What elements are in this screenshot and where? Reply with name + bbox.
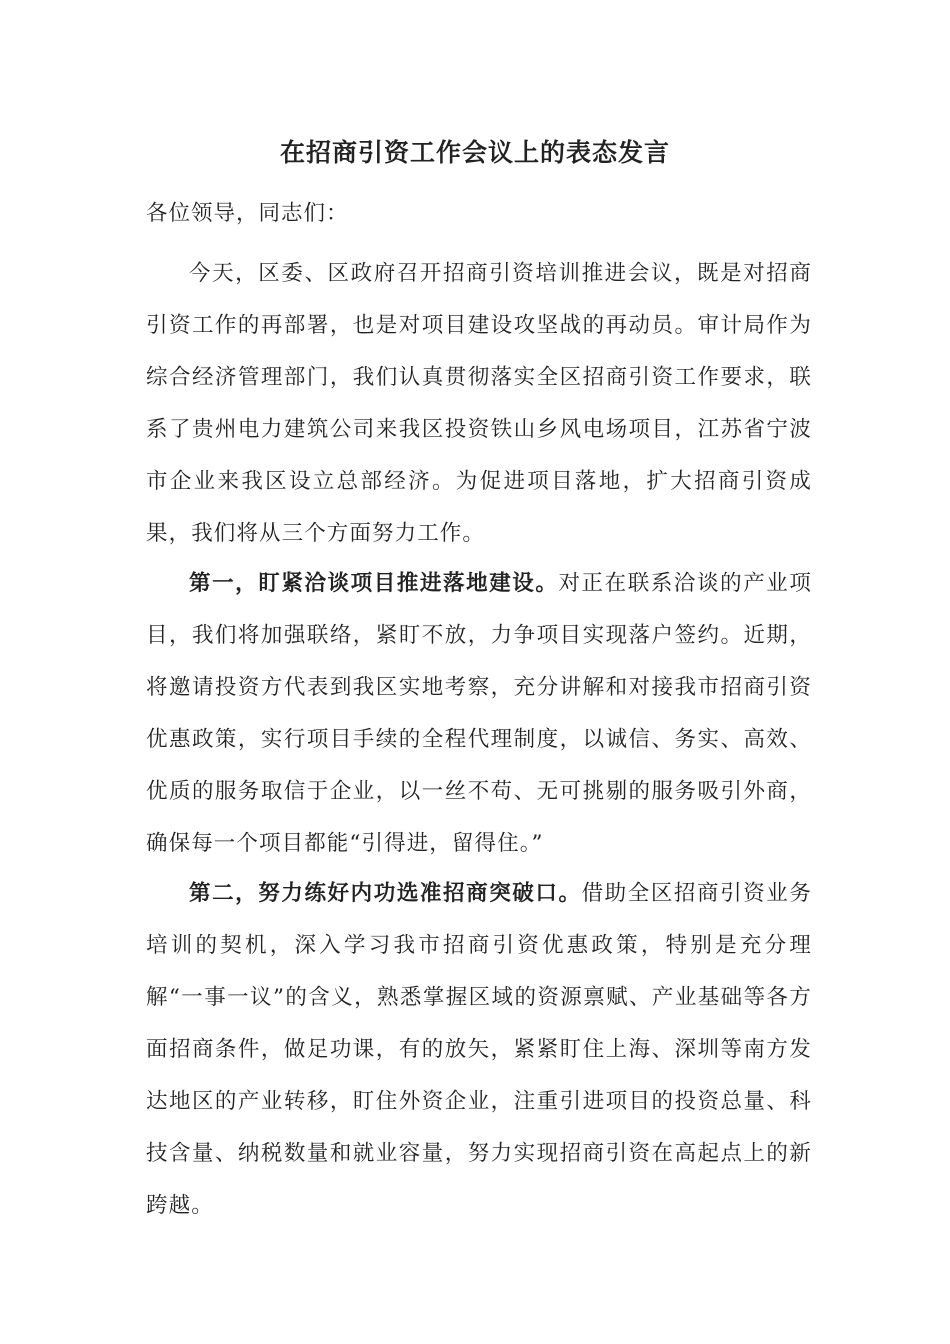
- salutation: 各位领导，同志们：: [146, 201, 349, 226]
- paragraph-lead: 第二，努力练好内功选准招商突破口。: [189, 881, 582, 906]
- paragraph-second-point: [146, 868, 812, 1232]
- paragraph-first-point: [146, 558, 812, 870]
- paragraph-intro: [146, 248, 812, 560]
- paragraph-text: 今天，区委、区政府召开招商引资培训推进会议，既是对招商引资工作的再部署，也是对项目建设攻坚战的再动员。审计局作为综合经济管理部门，我们认真贯彻落实全区招商引资工作要求，联系了贵州电力建筑公司来我区投资铁山乡风电场项目，江苏省宁波市企业来我区设立总部经济。为促进项目落地，扩大招商引资成果，我们将从三个方面努力工作。: [146, 261, 812, 546]
- document-title: 在招商引资工作会议上的表态发言: [279, 138, 670, 167]
- paragraph-text: 对正在联系洽谈的产业项目，我们将加强联络，紧盯不放，力争项目实现落户签约。近期，将邀请投资方代表到我区实地考察，充分讲解和对接我市招商引资优惠政策，实行项目手续的全程代理制度，以诚信、务实、高效、优质的服务取信于企业，以一丝不苟、无可挑剔的服务吸引外商，确保每一个项目都能“引得进，留得住。”: [146, 571, 812, 856]
- paragraph-text: 借助全区招商引资业务培训的契机，深入学习我市招商引资优惠政策，特别是充分理解“一事一议”的含义，熟悉掌握区域的资源禀赋、产业基础等各方面招商条件，做足功课，有的放矢，紧紧盯住上海、深圳等南方发达地区的产业转移，盯住外资企业，注重引进项目的投资总量、科技含量、纳税数量和就业容量，努力实现招商引资在高起点上的新跨越。: [146, 881, 812, 1218]
- paragraph-lead: 第一，盯紧洽谈项目推进落地建设。: [189, 571, 559, 596]
